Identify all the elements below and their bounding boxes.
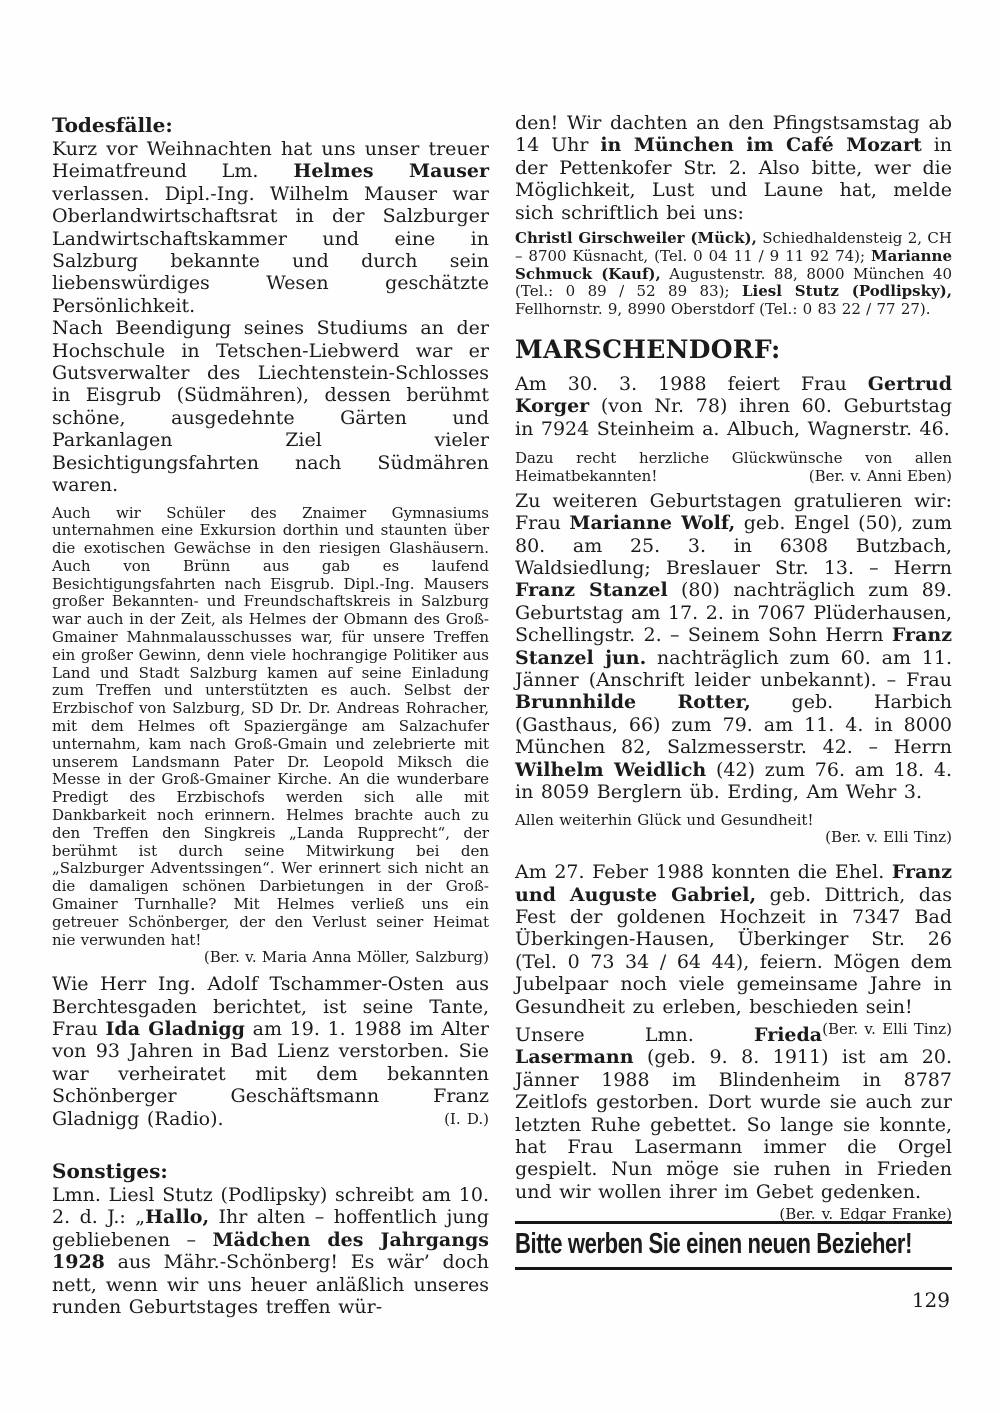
stutz-letter-continuation: den! Wir dachten an den Pfingstsamstag ab 14 Uhr in München im Café Mozart in der Pettenkofer Str. 2. Also bitte, wer die Möglichkeit, Lust und Laune hat, melde sich schriftlich bei uns: [515,112,953,224]
birthday-congratulations-paragraph: Zu weiteren Geburtstagen gratulieren wir: Frau Marianne Wolf, geb. Engel (50), zum 80. am 25. 3. in 6308 Butzbach, Waldsiedlung; Breslauer Str. 13. – Herrn Franz Stanzel (80) nachträglich zum 89. Geburtstag am 17. 2. in 7067 Plüderhausen, Schellingstr. 2. – Seinem Sohn Herrn Franz Stanzel jun. nachträglich zum 60. am 11. Jänner (Anschrift leider unbekannt). – Frau Brunnhilde Rotter, geb. Harbich (Gasthaus, 66) zum 79. am 11. 4. in 8000 München 82, Salzmesserstr. 42. – Herrn Wilhelm Weidlich (42) zum 76. am 18. 4. in 8059 Berglern üb. Erding, Am Wehr 3. [515,489,953,804]
gabriel-anniversary-paragraph: Am 27. Feber 1988 konnten die Ehel. Franz und Auguste Gabriel, geb. Dittrich, das Fest der goldenen Hochzeit in 7347 Bad Überkingen-Hausen, Überkinger Str. 26 (Tel. 0 73 34 / 64 44), feiern. Mögen dem Jubelpaar noch viele gemeinsame Jahre in Gesundheit zu erleben, beschieden sein! (Ber. v. Elli Tinz) [515,861,952,1038]
lasermann-obituary-paragraph: Unsere Lmn. Frieda Lasermann (geb. 9. 8. 1911) ist am 20. Jänner 1988 im Blindenheim in 8787 Zeitlofs gestorben. Dort wurde sie auch zur letzten Ruhe gebettet. So lange sie konnte, hat Frau Lasermann immer die Orgel gespielt. Nun möge sie ruhen in Frieden und wir wollen ihrer im Gebet gedenken. (Ber. v. Edgar Franke) [515,1023,952,1224]
mauser-obituary-intro: Kurz vor Weihnachten hat uns unser treuer Heimatfreund Lm. Helmes Mauser verlassen. Dipl.-Ing. Wilhelm Mauser war Oberlandwirtschaftsrat in der Salzburger Landwirtschaftskammer und eine in Salzburg bekannte und durch sein liebenswürdiges Wesen geschätzte Persönlichkeit. [52,138,489,317]
left-column [52,112,489,1319]
tinz-attribution: (Ber. v. Elli Tinz) [825,828,952,847]
korger-wishes-line: Dazu recht herzliche Glückwünsche von allen Heimatbekannten! (Ber. v. Anni Eben) [515,449,952,486]
subscription-banner [515,1221,952,1270]
tinz-wishes-line: Allen weiterhin Glück und Gesundheit! [515,810,814,829]
deaths-section-heading: Todesfälle: [52,113,173,137]
marschendorf-section-heading: MARSCHENDORF: [515,335,781,365]
page-number: 129 [911,1288,950,1313]
stutz-letter: Lmn. Liesl Stutz (Podlipsky) schreibt am 10. 2. d. J.: „Hallo, Ihr alten – hoffentlich jung gebliebenen – Mädchen des Jahrgangs 1928 aus Mähr.-Schönberg! Es wär’ doch nett, wenn wir uns heuer anläßlich unseres runden Geburtstages treffen wür- [52,1184,489,1319]
contact-addresses: Christl Girschweiler (Mück), Schiedhaldensteig 2, CH – 8700 Küsnacht, (Tel. 0 04 11 / 9 11 92 74); Marianne Schmuck (Kauf), Augustenstr. 88, 8000 München 40 (Tel.: 0 89 / 52 89 83); Liesl Stutz (Podlipsky), Fellhornstr. 9, 8990 Oberstdorf (Tel.: 0 83 22 / 77 27). [515,229,953,319]
two-column-layout [52,112,952,1319]
misc-section-heading: Sonstiges: [52,1159,168,1184]
moeller-attribution: (Ber. v. Maria Anna Möller, Salzburg) [203,948,489,967]
school-memories-paragraph: Auch wir Schüler des Znaimer Gymnasiums unternahmen eine Exkursion dorthin und staunten über die exotischen Gewächse in den riesigen Glashäusern. Auch von Brünn aus gab es laufend Besichtigungsfahrten nach Eisgrub. Dipl.-Ing. Mausers großer Bekannten- und Freundschaftskreis in Salzburg war auch in der Zeit, als Helmes der Obmann des Groß-Gmainer Mahnmalausschusses war, für unsere Treffen ein großer Gewinn, denn viele hochrangige Politiker aus Land und Stadt Salzburg kamen auf seine Einladung zum Treffen und unterstützten es auch. Selbst der Erzbischof von Salzburg, SD Dr. Dr. Andreas Rohracher, mit dem Helmes oft Spaziergänge am Salzachufer unternahm, kam nach Groß-Gmain und zelebrierte mit unserem Landsmann Pater Dr. Leopold Miksch die Messe in der Groß-Gmainer Kirche. An die wunderbare Predigt des Erzbischofs werden sich alle mit Dankbarkeit noch erinnern. Helmes brachte auch zu den Treffen den Singkreis „Landa Rupprecht“, der berühmt ist durch seine Mitwirkung bei den „Salzburger Adventssingen“. Wer erinnert sich nicht an die damaligen schönen Darbietungen in der Groß-Gmainer Turnhalle? Mit Helmes verließ uns ein getreuer Schönberger, der den Verlust seiner Heimat nie verwunden hat! [52,503,489,949]
mauser-biography: Nach Beendigung seines Studiums an der Hochschule in Tetschen-Liebwerd war er Gutsverwalter des Liechtenstein-Schlosses in Eisgrub (Südmähren), dessen berühmt schöne, ausgedehnte Gärten und Parkanlagen Ziel vieler Besichtigungsfahrten nach Südmähren waren. [52,317,489,497]
subscription-banner-text: Bitte werben Sie einen neuen Bezieher! [515,1228,913,1261]
korger-birthday-paragraph: Am 30. 3. 1988 feiert Frau Gertrud Korger (von Nr. 78) ihren 60. Geburtstag in 7924 Steinheim a. Albuch, Wagnerstr. 46. [515,373,952,440]
right-column [515,112,952,1319]
gladnigg-obituary: Wie Herr Ing. Adolf Tschammer-Osten aus Berchtesgaden berichtet, ist seine Tante, Frau Ida Gladnigg am 19. 1. 1988 im Alter von 93 Jahren in Bad Lienz verstorben. Sie war verheiratet mit dem bekannten Schönberger Geschäftsmann Franz Gladnigg (Radio). (I. D.) [52,973,489,1130]
